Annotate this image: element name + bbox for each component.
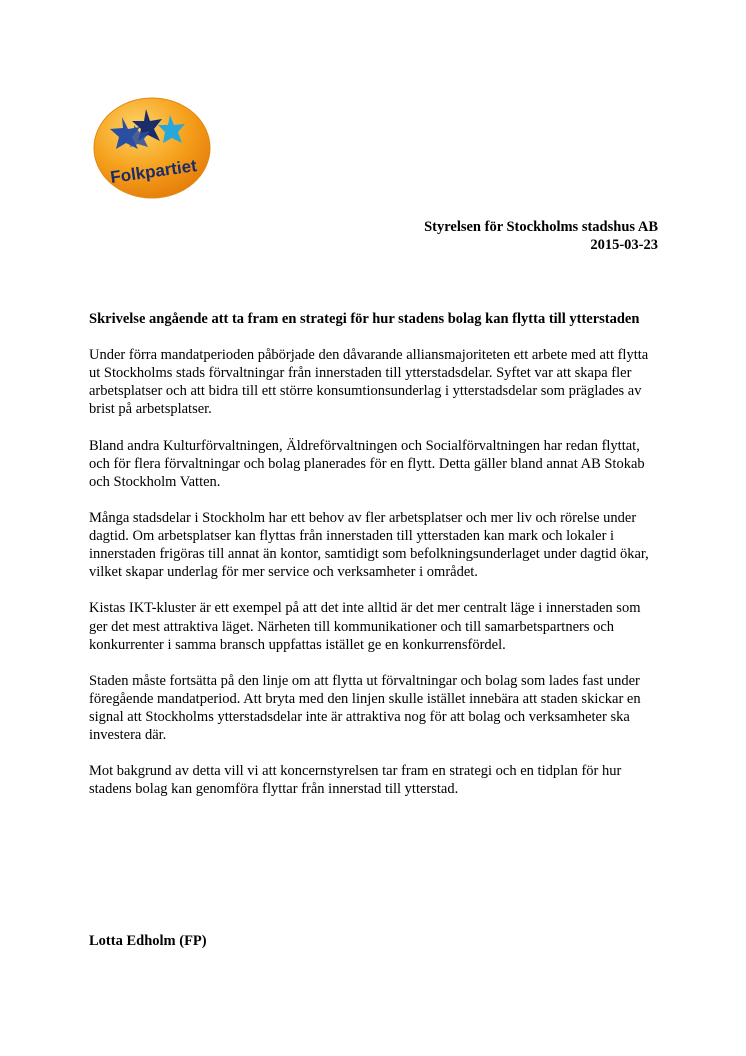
folkpartiet-logo [92,97,212,199]
paragraph-2: Bland andra Kulturförvaltningen, Äldreförvaltningen och Socialförvaltningen har redan flyttat, och för flera förvaltningar och bolag planerades för en flytt. Detta gäller bland annat AB Stokab och Stockholm Vatten. [89,437,645,490]
folkpartiet-logo-graphic [92,97,212,199]
paragraph-5: Staden måste fortsätta på den linje om att flytta ut förvaltningar och bolag som lades fast under föregående mandatperiod. Att bryta med den linjen skulle istället innebära att staden skickar en signal att Stockholms ytterstadsdelar inte är attraktiva nog för att bolag och verksamheter ska investera där. [89,672,641,744]
recipient-block [258,218,658,254]
paragraph-4: Kistas IKT-kluster är ett exempel på att det inte alltid är det mer centralt läge i innerstaden som ger det mest attraktiva läget. Närheten till kommunikationer och till samarbetspartners och konkurrenter i samma bransch uppfattas istället ge en konkurrensfördel. [89,600,641,653]
signature-name: Lotta Edholm (FP) [89,933,207,949]
document-date: 2015-03-23 [590,237,658,253]
document-body [89,310,659,817]
document-title: Skrivelse angående att ta fram en strategi för hur stadens bolag kan flytta till ytterstaden [89,311,640,327]
logo-wordmark: Folkpartiet [109,156,198,187]
paragraph-6: Mot bakgrund av detta vill vi att koncernstyrelsen tar fram en strategi och en tidplan för hur stadens bolag kan genomföra flyttar från innerstad till ytterstad. [89,763,622,798]
paragraph-1: Under förra mandatperioden påbörjade den dåvarande alliansmajoriteten ett arbete med att flytta ut Stockholms stads förvaltningar från innerstaden till ytterstadsdelar. Syftet var att skapa fler arbetsplatser och att bidra till ett större konsumtionsunderlag i ytterstadsdelar som präglades av brist på arbetsplatser. [89,347,649,418]
recipient-name: Styrelsen för Stockholms stadshus AB [424,219,658,235]
paragraph-3: Många stadsdelar i Stockholm har ett behov av fler arbetsplatser och mer liv och rörelse under dagtid. Om arbetsplatser kan flyttas från innerstaden till ytterstaden kan mark och lokaler i innerstaden frigöras till annat än kontor, samtidigt som befolkningsunderlaget under dagtid ökar, vilket skapar underlag för mer service och verksamheter i området. [89,509,649,581]
